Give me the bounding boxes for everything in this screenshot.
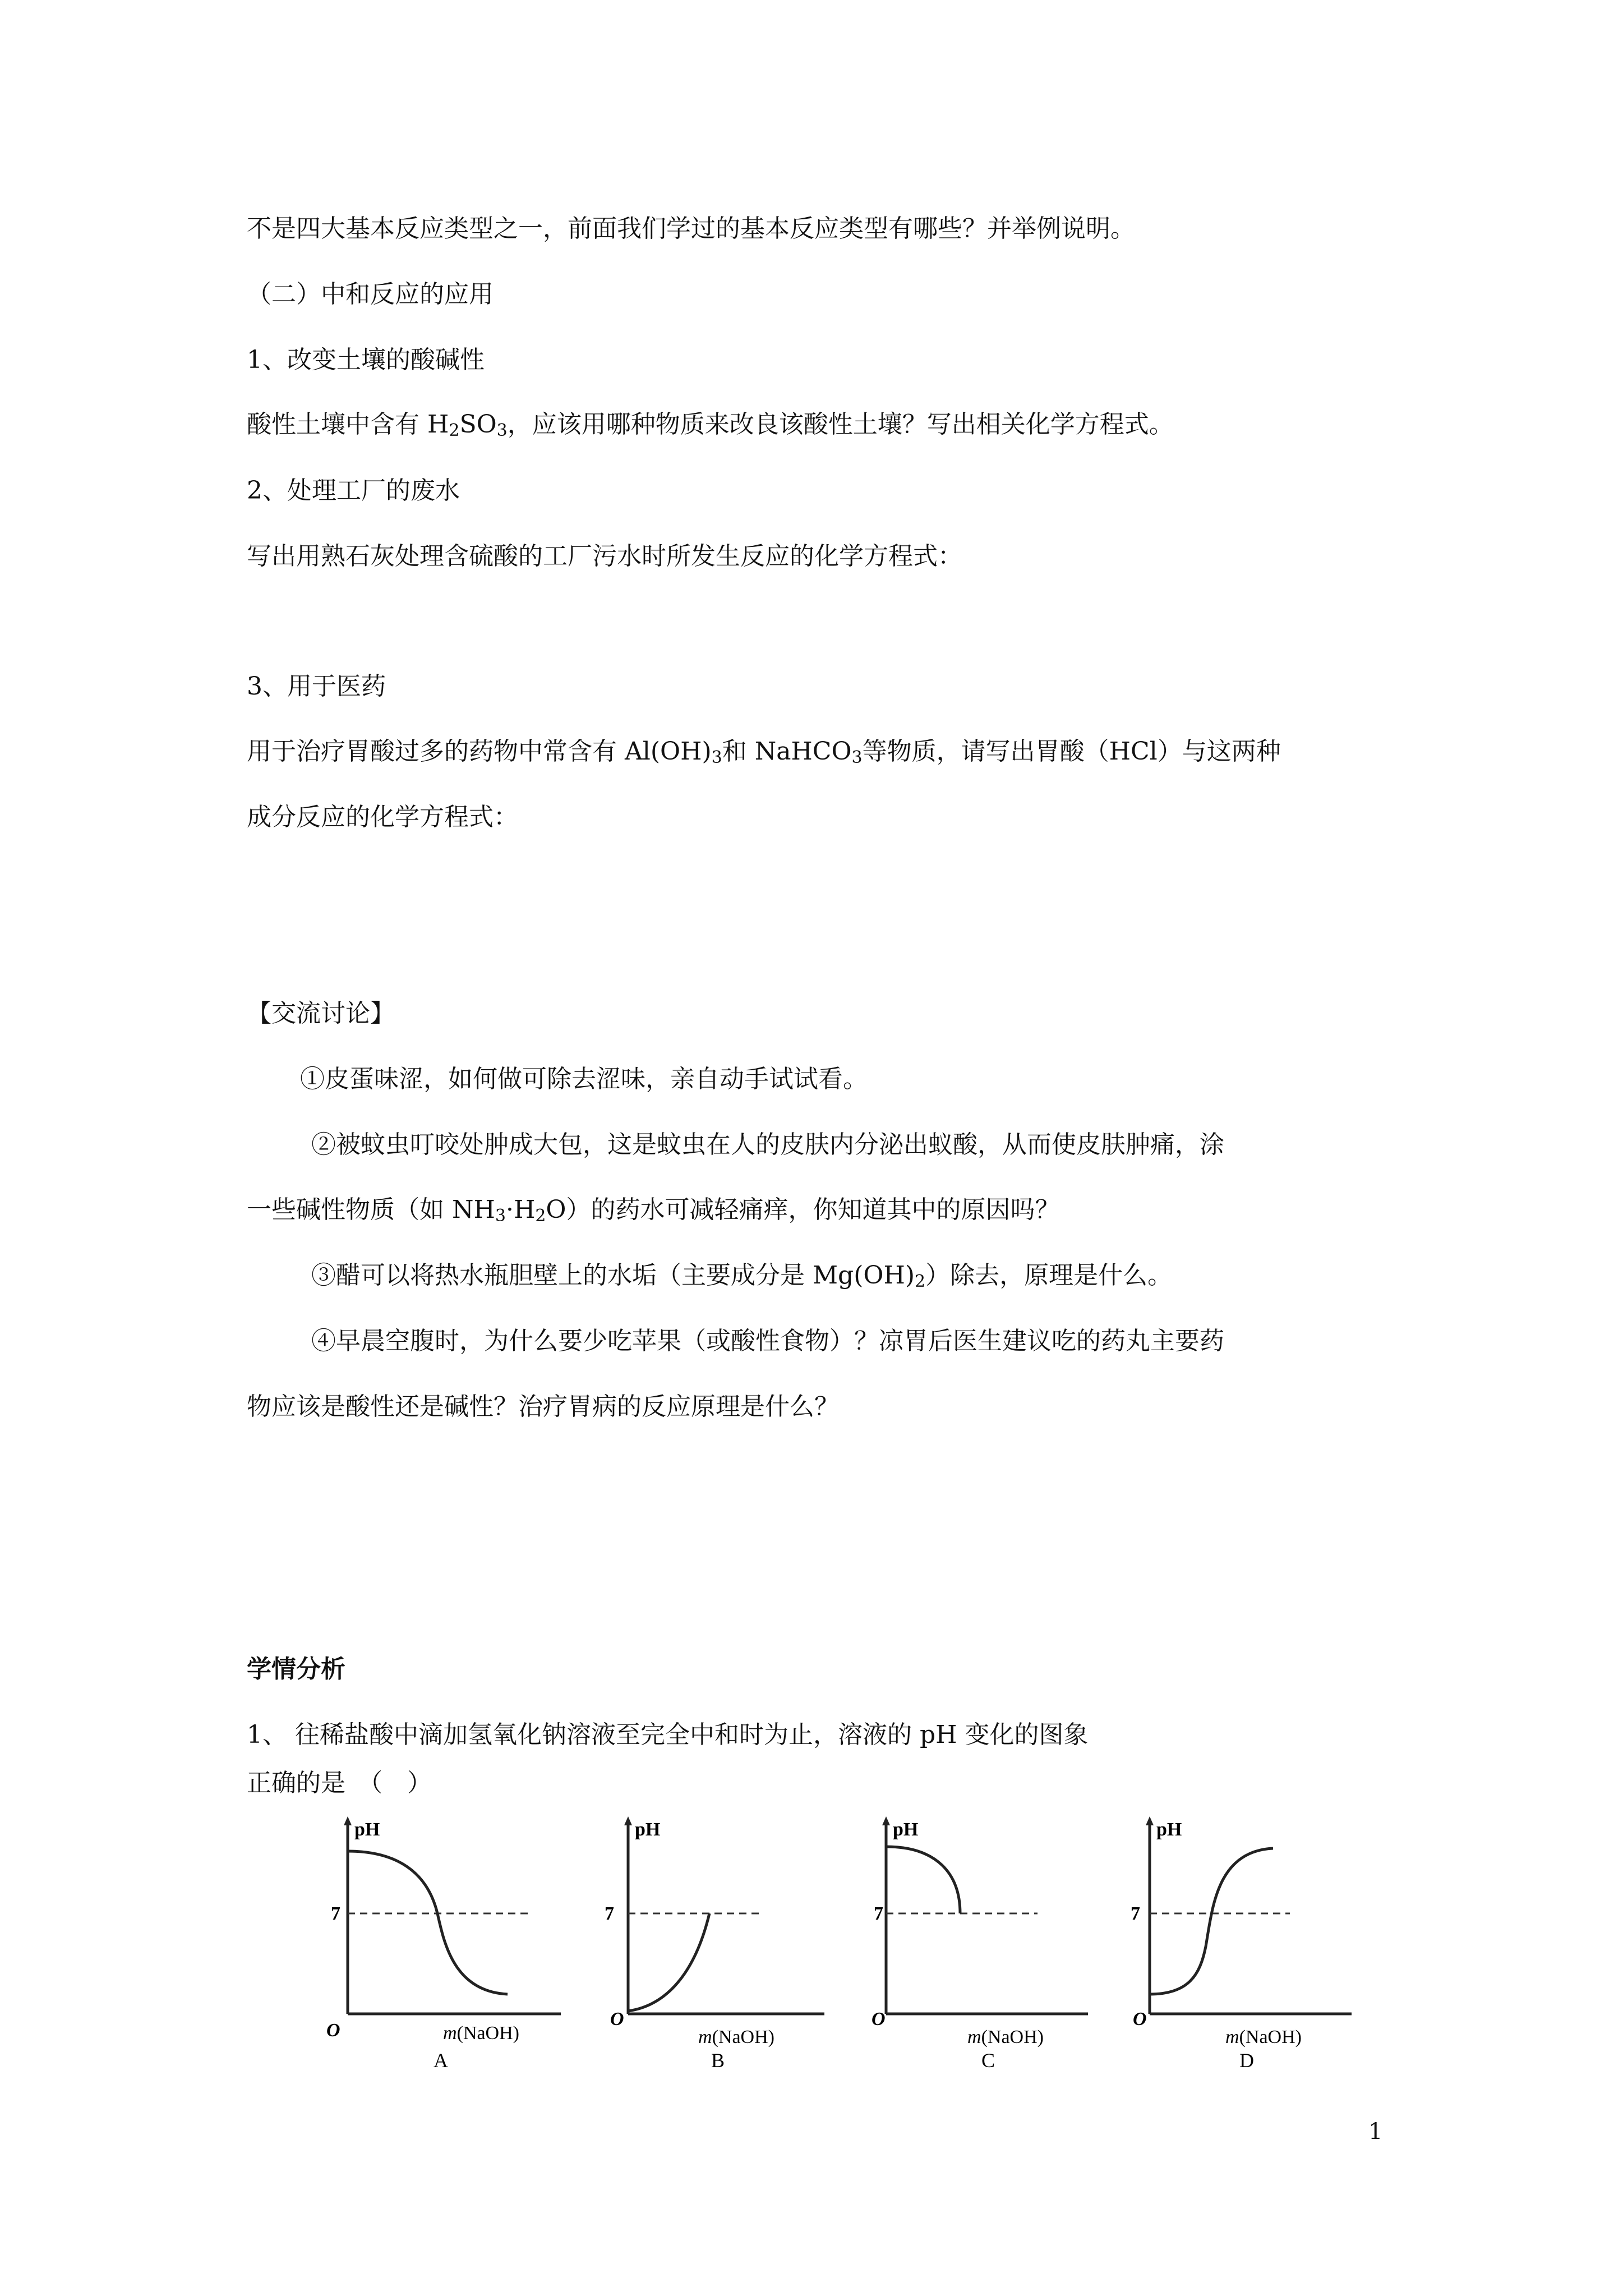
x-axis-label: m(NaOH) [1225,2027,1302,2047]
ph-graph-d [1105,1812,1363,2070]
ph-graph-b [578,1812,836,2070]
y-axis-label: pH [1156,1819,1182,1840]
discussion-item: ④早晨空腹时，为什么要少吃苹果（或酸性食物）？凉胃后医生建议吃的药丸主要药 [311,1327,1224,1355]
text-line: 成分反应的化学方程式： [247,803,518,831]
discussion-item: ③醋可以将热水瓶胆壁上的水垢（主要成分是 $Mg(OH)_2$）除去，原理是什么。 [311,1261,1173,1291]
origin-label: O [610,2009,624,2030]
option-letter: D [1239,2049,1254,2072]
subsection-heading: 1、改变土壤的酸碱性 [247,346,485,374]
text-line: 一些碱性物质（如 $NH_3\cdot H_2O$）的药水可减轻痛痒，你知道其中的原因吗？ [247,1195,1060,1226]
option-letter: A [434,2049,448,2072]
y-axis-label: pH [354,1819,380,1840]
x-axis-label: m(NaOH) [698,2027,774,2047]
option-letter: B [711,2049,725,2072]
question-text: 1、 往稀盐酸中滴加氢氧化钠溶液至完全中和时为止，溶液的 pH 变化的图象 [247,1720,1089,1749]
y-axis-label: pH [635,1819,661,1840]
question-text: 正确的是 （ ） [247,1769,432,1797]
ph7-tick-label: 7 [1131,1903,1140,1924]
option-letter: C [981,2049,995,2072]
ph-graph-a [314,1812,572,2070]
subsection-heading: 3、用于医药 [247,672,386,701]
origin-label: O [872,2009,886,2030]
origin-label: O [326,2020,340,2041]
section-heading: （二）中和反应的应用 [247,280,494,309]
text-line: 用于治疗胃酸过多的药物中常含有 $Al(OH)_3$和 NaHCO$_3$等物质，请写出胃酸（HCl）与这两种 [247,737,1281,767]
x-axis-label: m(NaOH) [967,2027,1044,2047]
discussion-heading: 【交流讨论】 [247,999,395,1028]
ph-graph-c [841,1812,1099,2070]
ph7-tick-label: 7 [874,1903,883,1924]
discussion-item: ①皮蛋味涩，如何做可除去涩味，亲自动手试试看。 [300,1065,868,1093]
origin-label: O [1133,2009,1147,2030]
ph7-tick-label: 7 [331,1903,340,1924]
text-line: 写出用熟石灰处理含硫酸的工厂污水时所发生反应的化学方程式： [247,542,962,570]
text-line: 不是四大基本反应类型之一，前面我们学过的基本反应类型有哪些？并举例说明。 [247,214,1135,243]
y-axis-label: pH [893,1819,919,1840]
x-axis-label: m(NaOH) [443,2023,519,2044]
analysis-heading: 学情分析 [247,1655,345,1683]
text-line: 酸性土壤中含有 $H_2SO_3$，应该用哪种物质来改良该酸性土壤？写出相关化学方程式。 [247,410,1174,440]
ph7-tick-label: 7 [605,1903,614,1924]
discussion-item: ②被蚊虫叮咬处肿成大包，这是蚊虫在人的皮肤内分泌出蚁酸，从而使皮肤肿痛，涂 [311,1130,1224,1159]
page-number: 1 [1368,2119,1383,2145]
subsection-heading: 2、处理工厂的废水 [247,476,460,505]
text-line: 物应该是酸性还是碱性？治疗胃病的反应原理是什么？ [247,1392,839,1421]
